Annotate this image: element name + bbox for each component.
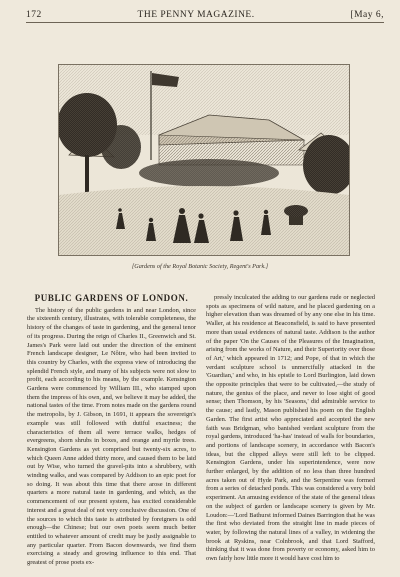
article-column-right [206, 294, 375, 572]
page-number: 172 [26, 10, 42, 20]
article-body-left: The history of the public gardens in and near London, since the sixteenth century, illustrates, with tolerable completeness, the history of the changes of taste in gardening, and the general tenor of its progress. During the reign of Charles II., Greenwich and St. James's Park were laid out under the direction of the eminent French landscape designer, Le Nôtre, who had been invited to this country by Charles, with the express view of introducing the splendid French style, and many of his subjects were not slow to profit, each according to his means, by the example. Kensington Gardens were commenced by William III., who stamped upon them the impress of his own, and, we believe it may be added, the national tastes of the time. From notes made on the gardens round the metropolis, by J. Gibson, in 1691, it appears the sovereign's example was still followed with dutiful exactness; the characteristics of them all were terrace walks, hedges of evergreens, shorn shrubs in boxes, and orange and myrtle trees. Kensington Gardens as yet comprised but twenty-six acres, to which Queen Anne added thirty more, and caused them to be laid out by Wise, who turned the gravel-pits into a shrubbery, with winding walks, and was compared by Addison to an epic poet for so doing. It was about this time that there arose in different quarters a more natural taste in gardening, and which, as the commencement of our present system, has excited considerable interest and a great deal of not very conclusive discussion. One of the sources to which this taste is attributed by foreigners is odd enough—the Chinese; but our own poets seem much better entitled to whatever amount of credit may be justly assignable to any particular quarter. From Bacon downwards, we find them exercising a steady and growing influence to this end. That greatest of prose poets ex- [27, 306, 196, 567]
garden-engraving [59, 65, 349, 255]
article-body-right: pressly inculcated the adding to our gardens rude or neglected spots as specimens of wild nature, and he placed gardening on a higher elevation than was dreamed of by any one else in his time. Waller, at his residence at Beaconsfield, is said to have presented more than usual evidences of natural taste. Addison is the author of the paper 'On the Causes of the Pleasures of the Imagination, arising from the works of Nature, and their Superiority over those of Art,' which appeared in 1712; and Pope, of that in which the verdant sculpture school is unmercifully attacked in the 'Guardian,' and who, in his epistle to Lord Burlington, laid down the opposite principles that were to be cultivated,—the study of nature, the genius of the place, and never to lose sight of good sense; then Thomson, by his 'Seasons,' did admirable service to the cause; and lastly, Mason published his poem on the English Garden. The first artist who appreciated and accepted the new faith was Bridgman, who banished verdant sculpture from the royal gardens, introduced 'ha-has' instead of walls for boundaries, and portions of landscape scenery, in accordance with Bacon's ideas, but the clipped alleys were still left to be clipped. Kensington Gardens, under his superintendence, were now further enlarged, by the addition of no less than three hundred acres taken out of Hyde Park, and the Serpentine was formed from a series of detached ponds. This was considered a very bold experiment. An amusing evidence of the state of the general ideas on the subject of garden or landscape scenery is given by Mr. Loudon:—'Lord Bathurst informed Daines Barrington that he was the first who deviated from the straight line in made pieces of water, by following the natural lines of a valley, in widening the brook at Ryskins, near Colnbrook, and that Lord Stafford, thinking that it was done from poverty or economy, asked him to own fairly how little more it would have cost him to [206, 294, 375, 563]
running-header [26, 8, 384, 22]
header-rule [26, 22, 384, 23]
figure-caption: [Gardens of the Royal Botanic Society, Regent's Park.] [131, 263, 269, 270]
article-title: PUBLIC GARDENS OF LONDON. [34, 294, 189, 303]
magazine-title: THE PENNY MAGAZINE. [137, 10, 255, 20]
engraving-illustration [58, 64, 350, 256]
article-column-left [27, 294, 196, 572]
issue-date: [May 6, [350, 10, 384, 20]
